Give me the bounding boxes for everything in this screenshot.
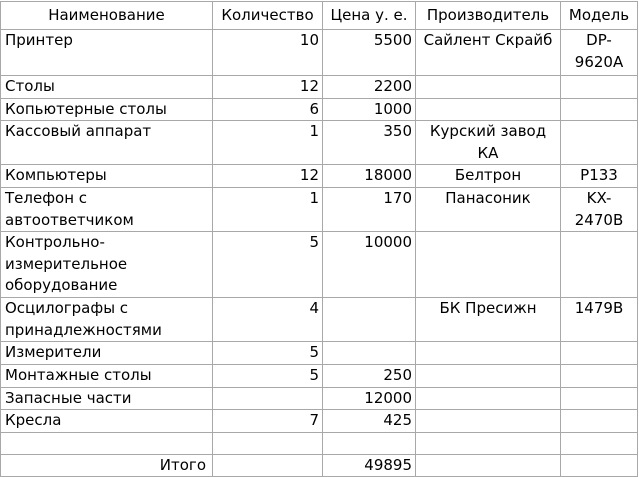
cell-quantity[interactable] <box>213 387 323 410</box>
table-row <box>1 432 638 454</box>
table-row <box>1 76 638 99</box>
cell-model[interactable]: DP-9620A <box>561 30 638 76</box>
cell-quantity[interactable]: 6 <box>213 98 323 121</box>
cell-price[interactable]: 350 <box>323 121 416 165</box>
cell-quantity[interactable]: 1 <box>213 121 323 165</box>
cell-name[interactable]: Монтажные столы <box>1 364 213 387</box>
cell-price[interactable]: 170 <box>323 187 416 231</box>
cell-manufacturer[interactable]: Сайлент Скрайб <box>416 30 561 76</box>
table-row <box>1 387 638 410</box>
table-row <box>1 121 638 165</box>
table-row <box>1 30 638 76</box>
cell-name[interactable]: Принтер <box>1 30 213 76</box>
cell-price[interactable]: 5500 <box>323 30 416 76</box>
header-price[interactable]: Цена у. е. <box>323 2 416 30</box>
cell-price[interactable]: 18000 <box>323 165 416 188</box>
cell-manufacturer[interactable]: Белтрон <box>416 165 561 188</box>
cell-model[interactable] <box>561 410 638 433</box>
header-row <box>1 2 638 30</box>
cell-model[interactable] <box>561 232 638 298</box>
table-row <box>1 298 638 342</box>
cell-manufacturer[interactable] <box>416 432 561 454</box>
cell-manufacturer[interactable] <box>416 410 561 433</box>
cell-name[interactable]: Кресла <box>1 410 213 433</box>
table-row <box>1 98 638 121</box>
table-row <box>1 342 638 365</box>
table-row <box>1 232 638 298</box>
cell-price[interactable]: 12000 <box>323 387 416 410</box>
cell-manufacturer[interactable]: Курский завод КА <box>416 121 561 165</box>
cell-name[interactable]: Осцилографы с принадлежностями <box>1 298 213 342</box>
cell-model[interactable] <box>561 342 638 365</box>
table-row <box>1 410 638 433</box>
cell-name[interactable]: Столы <box>1 76 213 99</box>
table-row <box>1 364 638 387</box>
cell-manufacturer[interactable] <box>416 76 561 99</box>
cell-model[interactable]: 1479B <box>561 298 638 342</box>
cell-manufacturer[interactable] <box>416 342 561 365</box>
cell-model[interactable] <box>561 98 638 121</box>
cell-model[interactable] <box>561 432 638 454</box>
cell-manufacturer[interactable]: БК Пресижн <box>416 298 561 342</box>
cell-quantity[interactable]: 4 <box>213 298 323 342</box>
cell-quantity[interactable] <box>213 432 323 454</box>
cell-price[interactable]: 2200 <box>323 76 416 99</box>
total-row <box>1 454 638 477</box>
cell-name[interactable]: Копьютерные столы <box>1 98 213 121</box>
cell-model[interactable]: P133 <box>561 165 638 188</box>
cell-model[interactable] <box>561 364 638 387</box>
cell-price[interactable] <box>323 432 416 454</box>
total-price[interactable]: 49895 <box>323 454 416 477</box>
total-quantity[interactable] <box>213 454 323 477</box>
cell-manufacturer[interactable] <box>416 98 561 121</box>
cell-model[interactable] <box>561 121 638 165</box>
cell-quantity[interactable]: 5 <box>213 364 323 387</box>
table-row <box>1 187 638 231</box>
header-quantity[interactable]: Количество <box>213 2 323 30</box>
cell-price[interactable]: 425 <box>323 410 416 433</box>
cell-name[interactable]: Контрольно-измерительное оборудование <box>1 232 213 298</box>
cell-name[interactable]: Измерители <box>1 342 213 365</box>
cell-quantity[interactable]: 5 <box>213 342 323 365</box>
cell-price[interactable] <box>323 298 416 342</box>
cell-price[interactable]: 250 <box>323 364 416 387</box>
header-name[interactable]: Наименование <box>1 2 213 30</box>
cell-price[interactable]: 1000 <box>323 98 416 121</box>
header-manufacturer[interactable]: Производитель <box>416 2 561 30</box>
cell-model[interactable] <box>561 76 638 99</box>
cell-manufacturer[interactable] <box>416 232 561 298</box>
cell-manufacturer[interactable] <box>416 364 561 387</box>
total-label[interactable]: Итого <box>1 454 213 477</box>
cell-quantity[interactable]: 12 <box>213 165 323 188</box>
cell-name[interactable] <box>1 432 213 454</box>
cell-name[interactable]: Компьютеры <box>1 165 213 188</box>
total-manufacturer[interactable] <box>416 454 561 477</box>
cell-quantity[interactable]: 1 <box>213 187 323 231</box>
table-row <box>1 165 638 188</box>
cell-name[interactable]: Кассовый аппарат <box>1 121 213 165</box>
equipment-table <box>0 1 638 477</box>
cell-price[interactable] <box>323 342 416 365</box>
cell-quantity[interactable]: 5 <box>213 232 323 298</box>
cell-model[interactable] <box>561 387 638 410</box>
cell-name[interactable]: Телефон с автоответчиком <box>1 187 213 231</box>
cell-price[interactable]: 10000 <box>323 232 416 298</box>
cell-quantity[interactable]: 7 <box>213 410 323 433</box>
cell-quantity[interactable]: 12 <box>213 76 323 99</box>
cell-manufacturer[interactable] <box>416 387 561 410</box>
cell-manufacturer[interactable]: Панасоник <box>416 187 561 231</box>
cell-model[interactable]: KX-2470B <box>561 187 638 231</box>
cell-quantity[interactable]: 10 <box>213 30 323 76</box>
header-model[interactable]: Модель <box>561 2 638 30</box>
cell-name[interactable]: Запасные части <box>1 387 213 410</box>
total-model[interactable] <box>561 454 638 477</box>
